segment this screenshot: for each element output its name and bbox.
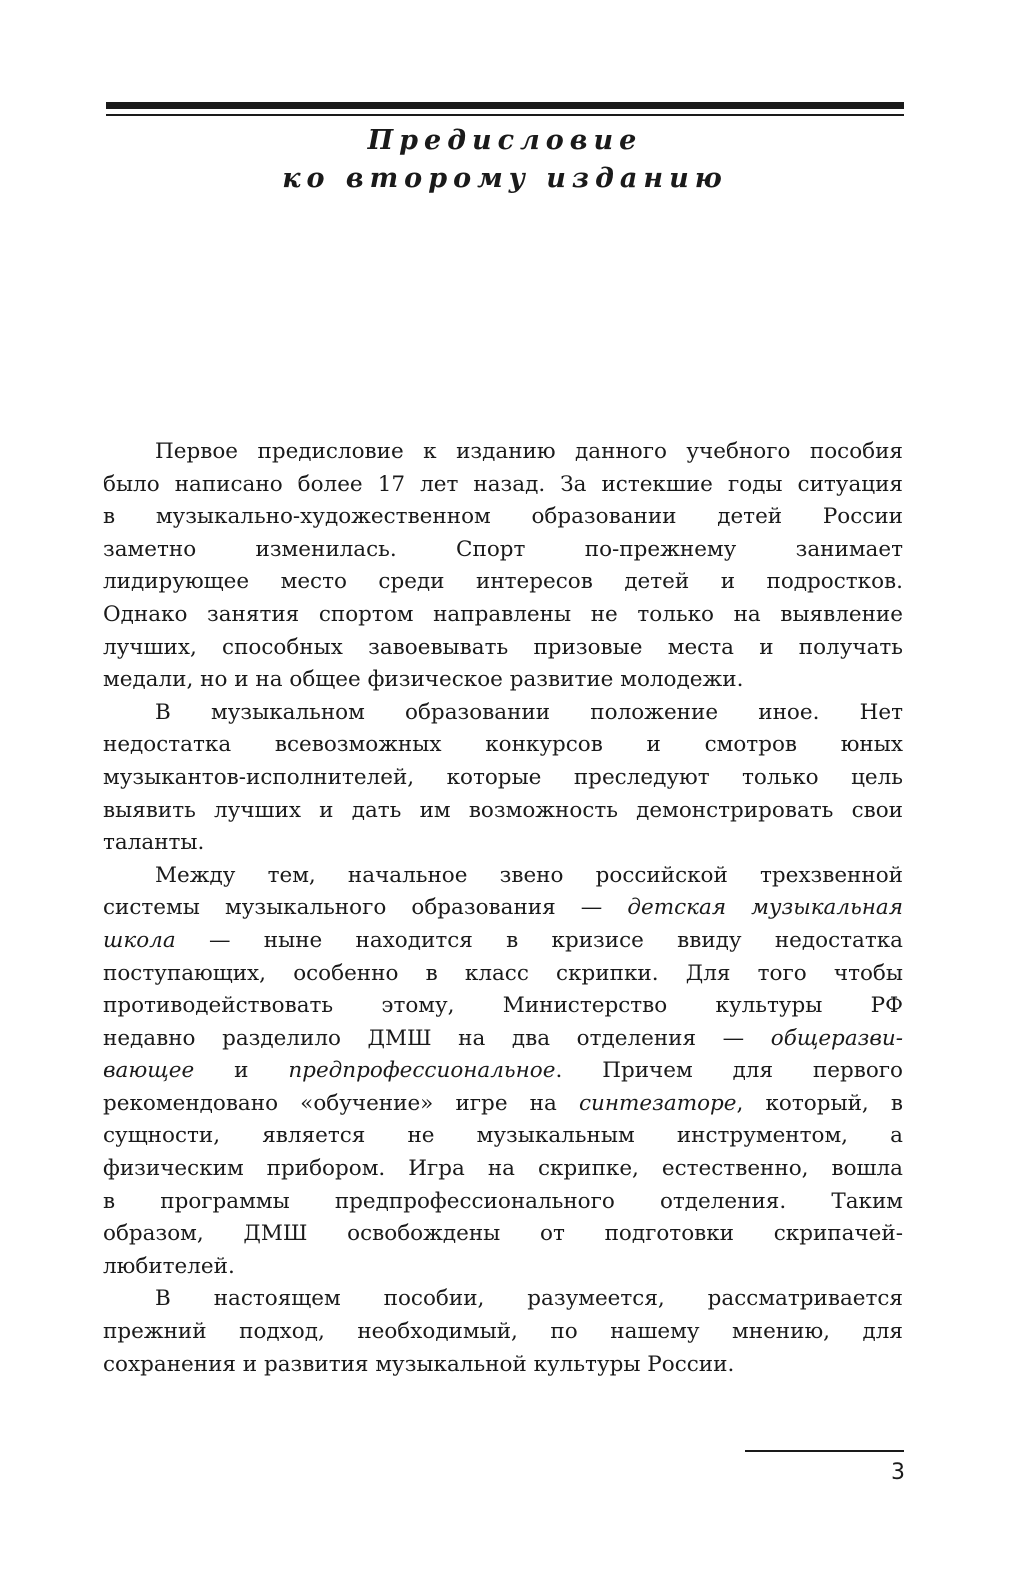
text-line: Между тем, начальное звено российской трехзвенной: [155, 862, 903, 888]
text-line: В музыкальном образовании положение иное. Нет: [155, 699, 903, 725]
text-line: музыкантов-исполнителей, которые преследуют только цель: [103, 764, 903, 790]
text-line: таланты.: [103, 830, 205, 856]
text-line: [103, 1023, 903, 1056]
italic-term: общеразви-: [770, 1025, 903, 1051]
text-line: физическим прибором. Игра на скрипке, естественно, вошла: [103, 1156, 903, 1182]
page-number: 3: [891, 1460, 905, 1485]
text-line: Однако занятия спортом направлены не только на выявление: [103, 601, 903, 627]
title-line-2: ко второму изданию: [282, 163, 728, 194]
text-line: сохранения и развития музыкальной культуры России.: [103, 1351, 735, 1377]
text-run: недавно разделило ДМШ на два отделения —: [103, 1025, 745, 1051]
text-line: Первое предисловие к изданию данного учебного пособия: [155, 439, 903, 464]
text-line: [103, 1088, 903, 1121]
text-line: недостатка всевозможных конкурсов и смотров юных: [103, 732, 903, 758]
text-line: заметно изменилась. Спорт по-прежнему занимает: [103, 536, 903, 562]
paragraph-2: [103, 697, 903, 860]
text-line: В настоящем пособии, разумеется, рассматривается: [155, 1286, 903, 1312]
paragraph-1: [103, 436, 903, 697]
text-line: поступающих, особенно в класс скрипки. Для того чтобы: [103, 960, 903, 986]
text-line: лучших, способных завоевывать призовые места и получать: [103, 634, 903, 660]
text-line: медали, но и на общее физическое развитие молодежи.: [103, 667, 744, 693]
text-line: [103, 925, 903, 958]
text-line: лидирующее место среди интересов детей и подростков.: [103, 569, 903, 595]
paragraph-4: [103, 1283, 903, 1381]
text-line: выявить лучших и дать им возможность демонстрировать свои: [103, 797, 903, 823]
text-line: было написано более 17 лет назад. За истекшие годы ситуация: [103, 471, 903, 497]
paragraph-3: [103, 860, 903, 1284]
italic-term: вающее: [103, 1058, 195, 1084]
header-rule-thin: [106, 114, 904, 116]
text-line: в программы предпрофессионального отделения. Таким: [103, 1188, 903, 1214]
footer-rule: [745, 1450, 904, 1452]
text-line: [103, 892, 903, 925]
italic-term: синтезаторе: [578, 1090, 737, 1116]
text-run: . Причем для первого: [555, 1058, 903, 1084]
italic-term: детская музыкальная: [627, 895, 903, 921]
page-title: [106, 122, 904, 198]
text-line: образом, ДМШ освобождены от подготовки скрипачей-: [103, 1221, 903, 1247]
text-run: , который, в: [736, 1090, 903, 1116]
text-run: системы музыкального образования —: [103, 895, 603, 921]
text-run: — ныне находится в кризисе ввиду недостатка: [208, 927, 903, 953]
italic-term: предпрофессиональное: [288, 1058, 556, 1084]
text-line: в музыкально-художественном образовании детей России: [103, 504, 903, 530]
text-line: противодействовать этому, Министерство культуры РФ: [103, 993, 903, 1019]
text-line: [103, 1055, 903, 1088]
italic-term: школа: [103, 927, 176, 953]
text-run: и: [234, 1058, 249, 1084]
text-line: любителей.: [103, 1253, 235, 1279]
text-run: рекомендовано «обучение» игре на: [103, 1090, 557, 1116]
body-text: [103, 436, 903, 1381]
text-line: сущности, является не музыкальным инструментом, а: [103, 1123, 903, 1149]
header-rule-thick: [106, 102, 904, 109]
text-line: прежний подход, необходимый, по нашему мнению, для: [103, 1319, 903, 1345]
title-line-1: Предисловие: [367, 125, 643, 156]
